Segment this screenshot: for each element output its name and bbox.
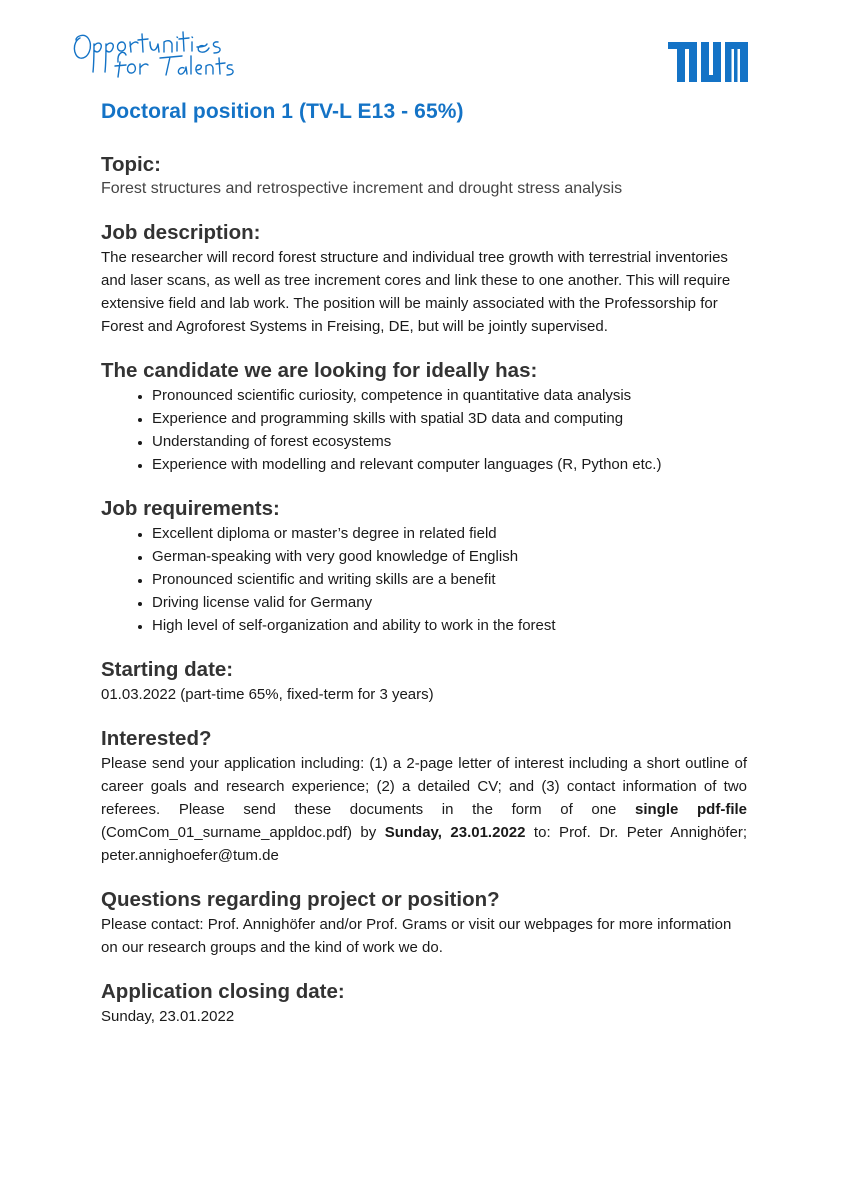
interested-section bbox=[101, 726, 747, 867]
starting-date-text: 01.03.2022 (part-time 65%, fixed-term for 3 years) bbox=[101, 686, 434, 703]
interested-bold-1: single pdf-file bbox=[635, 801, 747, 818]
topic-heading: Topic: bbox=[101, 153, 161, 176]
list-item: • Excellent diploma or master’s degree in related field bbox=[152, 522, 747, 545]
topic-text: Forest structures and retrospective increment and drought stress analysis bbox=[101, 180, 623, 197]
questions-section bbox=[101, 887, 747, 959]
candidate-list bbox=[101, 384, 747, 476]
list-item: • German-speaking with very good knowledge of English bbox=[152, 545, 747, 568]
starting-date-section bbox=[101, 657, 747, 706]
list-item: • Experience and programming skills with spatial 3D data and computing bbox=[152, 407, 747, 430]
candidate-section bbox=[101, 358, 747, 476]
job-description-heading: Job description: bbox=[101, 221, 261, 244]
list-item: • Experience with modelling and relevant computer languages (R, Python etc.) bbox=[152, 453, 747, 476]
list-item: • Understanding of forest ecosystems bbox=[152, 430, 747, 453]
requirements-section bbox=[101, 496, 747, 637]
starting-date-heading: Starting date: bbox=[101, 658, 234, 681]
topic-section bbox=[101, 152, 747, 200]
interested-text-2: (ComCom_01_surname_appldoc.pdf) by bbox=[101, 824, 385, 841]
job-description-section bbox=[101, 220, 747, 338]
interested-heading: Interested? bbox=[101, 727, 212, 750]
questions-heading: Questions regarding project or position? bbox=[101, 888, 500, 911]
list-item: • Pronounced scientific curiosity, competence in quantitative data analysis bbox=[152, 384, 747, 407]
closing-date-heading: Application closing date: bbox=[101, 980, 345, 1003]
questions-text: Please contact: Prof. Annighöfer and/or Prof. Grams or visit our webpages for more information on our research groups and the kind of work we do. bbox=[101, 916, 732, 956]
closing-date-text: Sunday, 23.01.2022 bbox=[101, 1008, 235, 1025]
list-item: • Pronounced scientific and writing skills are a benefit bbox=[152, 568, 747, 591]
candidate-heading: The candidate we are looking for ideally has: bbox=[101, 359, 538, 382]
opportunities-for-talents-logo bbox=[70, 22, 235, 80]
requirements-heading: Job requirements: bbox=[101, 497, 280, 520]
closing-date-section bbox=[101, 979, 747, 1028]
interested-text-1: Please send your application including: (1) a 2-page letter of interest including a short outline of career goals and research experience; (2) a detailed CV; and (3) contact information of two referees. Please send these documents in the form of one bbox=[101, 755, 747, 818]
list-item: • High level of self-organization and ability to work in the forest bbox=[152, 614, 747, 637]
tum-logo bbox=[668, 42, 748, 82]
requirements-list bbox=[101, 522, 747, 637]
document-content bbox=[101, 100, 747, 1048]
interested-bold-2: Sunday, 23.01.2022 bbox=[384, 824, 526, 841]
list-item: • Driving license valid for Germany bbox=[152, 591, 747, 614]
position-title: Doctoral position 1 (TV-L E13 - 65%) bbox=[101, 100, 464, 123]
interested-text bbox=[101, 752, 747, 867]
job-description-text: The researcher will record forest structure and individual tree growth with terrestrial inventories and laser scans, as well as tree increment cores and link these to one another. This will require extensive field and lab work. The position will be mainly associated with the Professorship for Forest and Agroforest Systems in Freising, DE, but will be jointly supervised. bbox=[101, 249, 731, 335]
interested-text-3: to: Prof. Dr. Peter Annighöfer; peter.annighoefer@tum.de bbox=[101, 824, 747, 864]
